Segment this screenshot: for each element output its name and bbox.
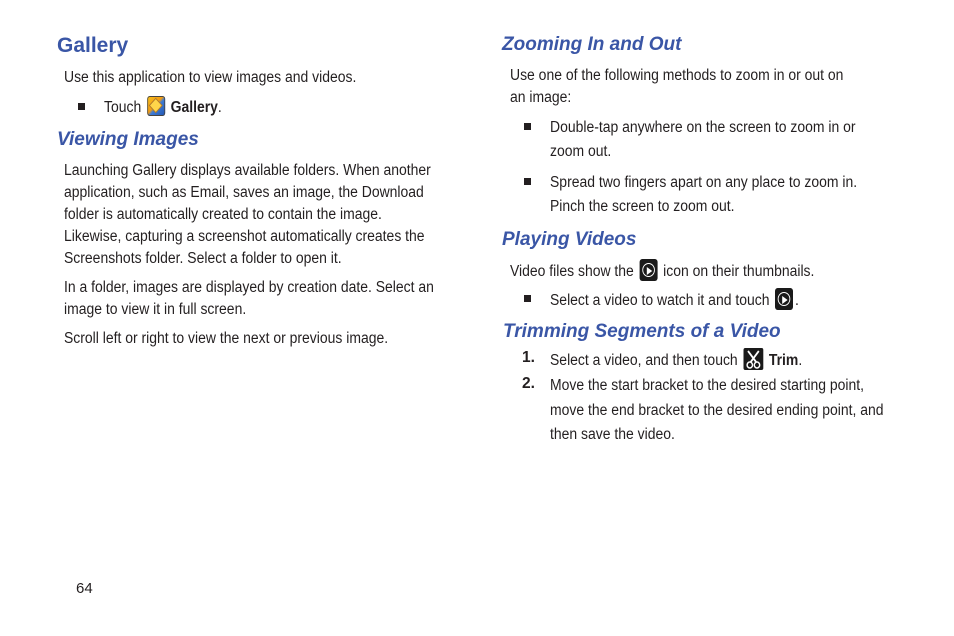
viewing-paragraph-3: Scroll left or right to view the next or previous image. bbox=[64, 330, 389, 347]
line: folder is automatically created to contain the image. bbox=[64, 206, 382, 223]
line: application, such as Email, saves an image, the Download bbox=[64, 184, 424, 201]
gallery-app-icon bbox=[147, 96, 165, 116]
line: an image: bbox=[510, 89, 572, 106]
line: Launching Gallery displays available folders. When another bbox=[64, 162, 431, 179]
viewing-images-heading: Viewing Images bbox=[57, 129, 199, 150]
play-icon bbox=[775, 288, 793, 310]
play-bullet-suffix: . bbox=[794, 292, 799, 309]
zooming-heading: Zooming In and Out bbox=[502, 34, 682, 55]
trim-step-2 bbox=[550, 374, 883, 448]
line: image to view it in full screen. bbox=[64, 301, 247, 318]
line: Move the start bracket to the desired starting point, bbox=[550, 377, 865, 394]
zoom-intro bbox=[510, 65, 843, 109]
touch-suffix: . bbox=[217, 99, 222, 116]
trim-step-1-suffix: . bbox=[798, 352, 803, 369]
trim-icon bbox=[743, 348, 763, 370]
play-bullet bbox=[550, 288, 799, 312]
bullet-icon bbox=[78, 103, 85, 110]
line: Spread two fingers apart on any place to zoom in. bbox=[550, 174, 858, 191]
trim-step-1-prefix: Select a video, and then touch bbox=[550, 352, 738, 369]
line: zoom out. bbox=[550, 143, 612, 160]
zoom-bullet-1 bbox=[550, 116, 856, 164]
playing-videos-heading: Playing Videos bbox=[502, 229, 637, 250]
touch-gallery-instruction bbox=[104, 96, 222, 119]
line: Double-tap anywhere on the screen to zoom in or bbox=[550, 119, 856, 136]
bullet-icon bbox=[524, 123, 531, 130]
viewing-paragraph-2 bbox=[64, 277, 434, 321]
gallery-app-label: Gallery bbox=[170, 99, 218, 116]
play-intro-prefix: Video files show the bbox=[510, 263, 634, 280]
play-intro-suffix: icon on their thumbnails. bbox=[663, 263, 815, 280]
line: Screenshots folder. Select a folder to open it. bbox=[64, 250, 342, 267]
touch-prefix: Touch bbox=[104, 99, 142, 116]
trimming-heading: Trimming Segments of a Video bbox=[503, 321, 781, 342]
page-title: Gallery bbox=[57, 34, 129, 57]
trim-step-1 bbox=[550, 348, 802, 372]
trim-label: Trim bbox=[768, 352, 799, 369]
bullet-icon bbox=[524, 178, 531, 185]
viewing-paragraph-1 bbox=[64, 160, 431, 270]
play-bullet-prefix: Select a video to watch it and touch bbox=[550, 292, 770, 309]
zoom-bullet-2 bbox=[550, 171, 857, 219]
step-number: 2. bbox=[522, 375, 535, 392]
page-number: 64 bbox=[76, 580, 93, 597]
line: Likewise, capturing a screenshot automatically creates the bbox=[64, 228, 425, 245]
line: In a folder, images are displayed by creation date. Select an bbox=[64, 279, 434, 296]
intro-text: Use this application to view images and videos. bbox=[64, 69, 357, 86]
line: Use one of the following methods to zoom in or out on bbox=[510, 67, 844, 84]
line: then save the video. bbox=[550, 426, 675, 443]
line: Pinch the screen to zoom out. bbox=[550, 198, 735, 215]
line: move the end bracket to the desired ending point, and bbox=[550, 401, 884, 419]
play-icon bbox=[640, 259, 658, 281]
bullet-icon bbox=[524, 295, 531, 302]
play-intro bbox=[510, 259, 814, 283]
step-number: 1. bbox=[522, 349, 535, 366]
